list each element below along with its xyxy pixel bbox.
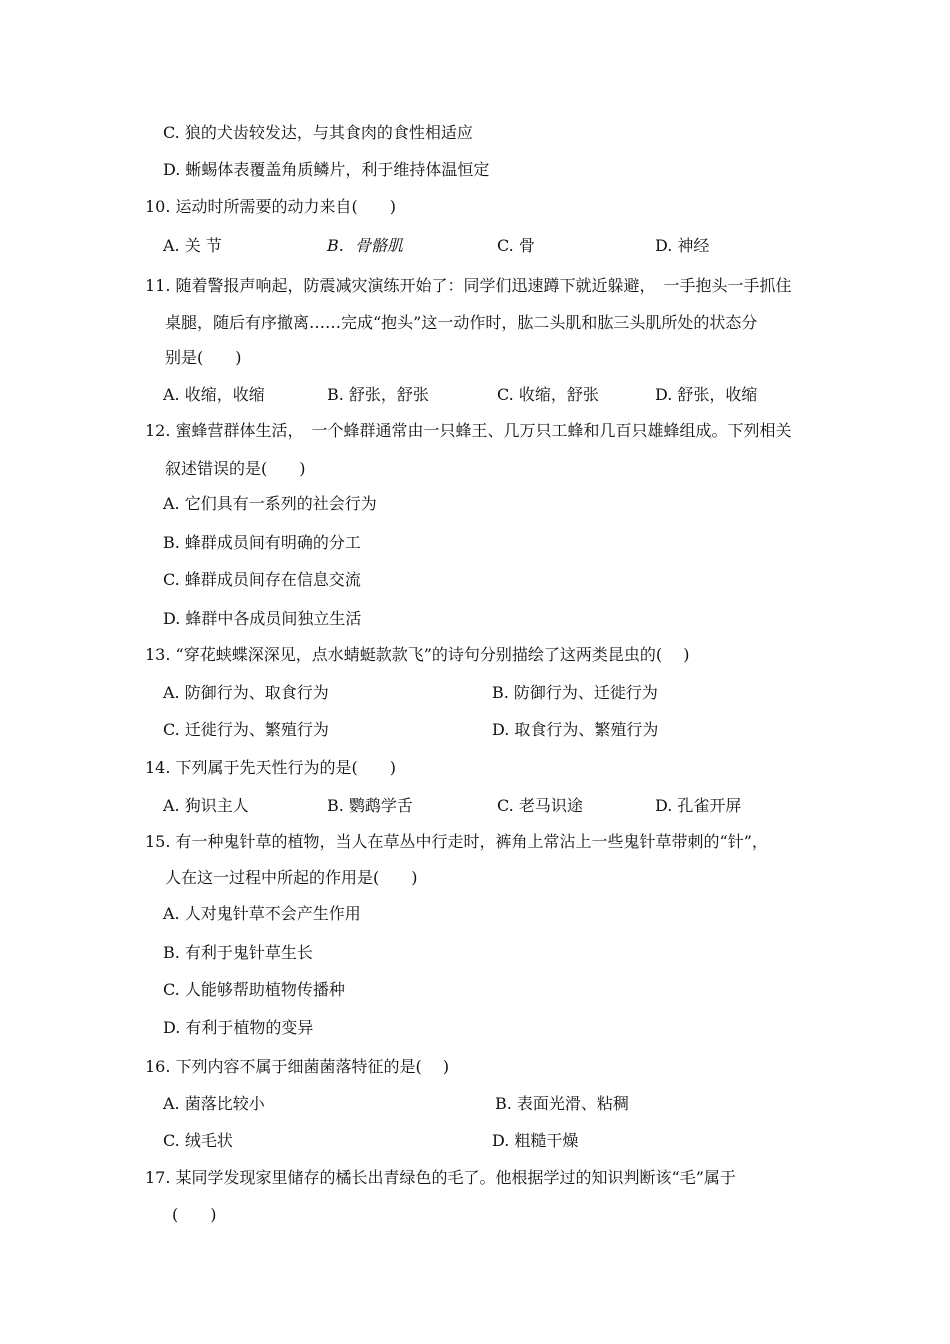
- question-12-stem-line2: 叙述错误的是( ): [165, 459, 306, 478]
- question-14-option-b: B. 鹦鹉学舌: [327, 796, 413, 815]
- question-10-stem: 10. 运动时所需要的动力来自( ): [145, 197, 397, 216]
- question-14-option-d: D. 孔雀开屏: [655, 796, 742, 815]
- question-14-stem: 14. 下列属于先天性行为的是( ): [145, 758, 397, 777]
- question-16-option-b: B. 表面光滑、粘稠: [495, 1094, 629, 1113]
- option-c: C. 狼的犬齿较发达，与其食肉的食性相适应: [163, 123, 473, 142]
- question-11-option-d: D. 舒张，收缩: [655, 385, 758, 404]
- question-10-option-d: D. 神经: [655, 236, 710, 255]
- question-15-option-d: D. 有利于植物的变异: [163, 1018, 314, 1037]
- question-13-option-a: A. 防御行为、取食行为: [163, 683, 329, 702]
- question-13-stem: 13. “穿花蛱蝶深深见，点水蜻蜓款款飞”的诗句分别描绘了这两类昆虫的( ): [145, 645, 690, 664]
- question-12-option-d: D. 蜂群中各成员间独立生活: [163, 609, 362, 628]
- question-12-stem-line1: 12. 蜜蜂营群体生活， 一个蜂群通常由一只蜂王、几万只工蜂和几百只雄蜂组成。下列相关: [145, 421, 792, 440]
- question-11-option-b: B. 舒张，舒张: [327, 385, 429, 404]
- question-16-option-c: C. 绒毛状: [163, 1131, 233, 1150]
- question-17-stem-line1: 17. 某同学发现家里储存的橘长出青绿色的毛了。他根据学过的知识判断该“毛”属于: [145, 1168, 736, 1187]
- question-11-stem-line1: 11. 随着警报声响起，防震减灾演练开始了：同学们迅速蹲下就近躲避， 一手抱头一手抓住: [145, 276, 792, 295]
- question-15-option-c: C. 人能够帮助植物传播种: [163, 980, 345, 999]
- option-d: D. 蜥蜴体表覆盖角质鳞片，利于维持体温恒定: [163, 160, 490, 179]
- question-11-stem-line3: 别是( ): [165, 348, 242, 367]
- question-12-option-a: A. 它们具有一系列的社会行为: [163, 494, 377, 513]
- question-16-option-d: D. 粗糙干燥: [492, 1131, 579, 1150]
- question-15-option-a: A. 人对鬼针草不会产生作用: [163, 904, 361, 923]
- option-letter: B.: [327, 236, 344, 255]
- question-14-option-c: C. 老马识途: [497, 796, 583, 815]
- question-11-option-c: C. 收缩，舒张: [497, 385, 599, 404]
- question-16-option-a: A. 菌落比较小: [163, 1094, 265, 1113]
- question-12-option-c: C. 蜂群成员间存在信息交流: [163, 570, 361, 589]
- question-16-stem: 16. 下列内容不属于细菌菌落特征的是( ): [145, 1057, 450, 1076]
- question-11-option-a: A. 收缩，收缩: [163, 385, 265, 404]
- question-17-stem-line2: ( ): [172, 1205, 217, 1224]
- option-text: 骨骼肌: [354, 236, 403, 255]
- question-15-option-b: B. 有利于鬼针草生长: [163, 943, 313, 962]
- question-13-option-b: B. 防御行为、迁徙行为: [492, 683, 658, 702]
- question-13-option-c: C. 迁徙行为、繁殖行为: [163, 720, 329, 739]
- question-15-stem-line2: 人在这一过程中所起的作用是( ): [165, 868, 418, 887]
- question-10-option-c: C. 骨: [497, 236, 535, 255]
- question-12-option-b: B. 蜂群成员间有明确的分工: [163, 533, 361, 552]
- question-15-stem-line1: 15. 有一种鬼针草的植物，当人在草丛中行走时，裤角上常沾上一些鬼针草带刺的“针”，: [145, 832, 768, 851]
- question-13-option-d: D. 取食行为、繁殖行为: [492, 720, 659, 739]
- question-14-option-a: A. 狗识主人: [163, 796, 249, 815]
- question-10-option-a: A. 关 节: [163, 236, 222, 255]
- question-10-option-b: [327, 236, 403, 256]
- question-11-stem-line2: 桌腿，随后有序撤离……完成“抱头”这一动作时，肱二头肌和肱三头肌所处的状态分: [165, 313, 758, 332]
